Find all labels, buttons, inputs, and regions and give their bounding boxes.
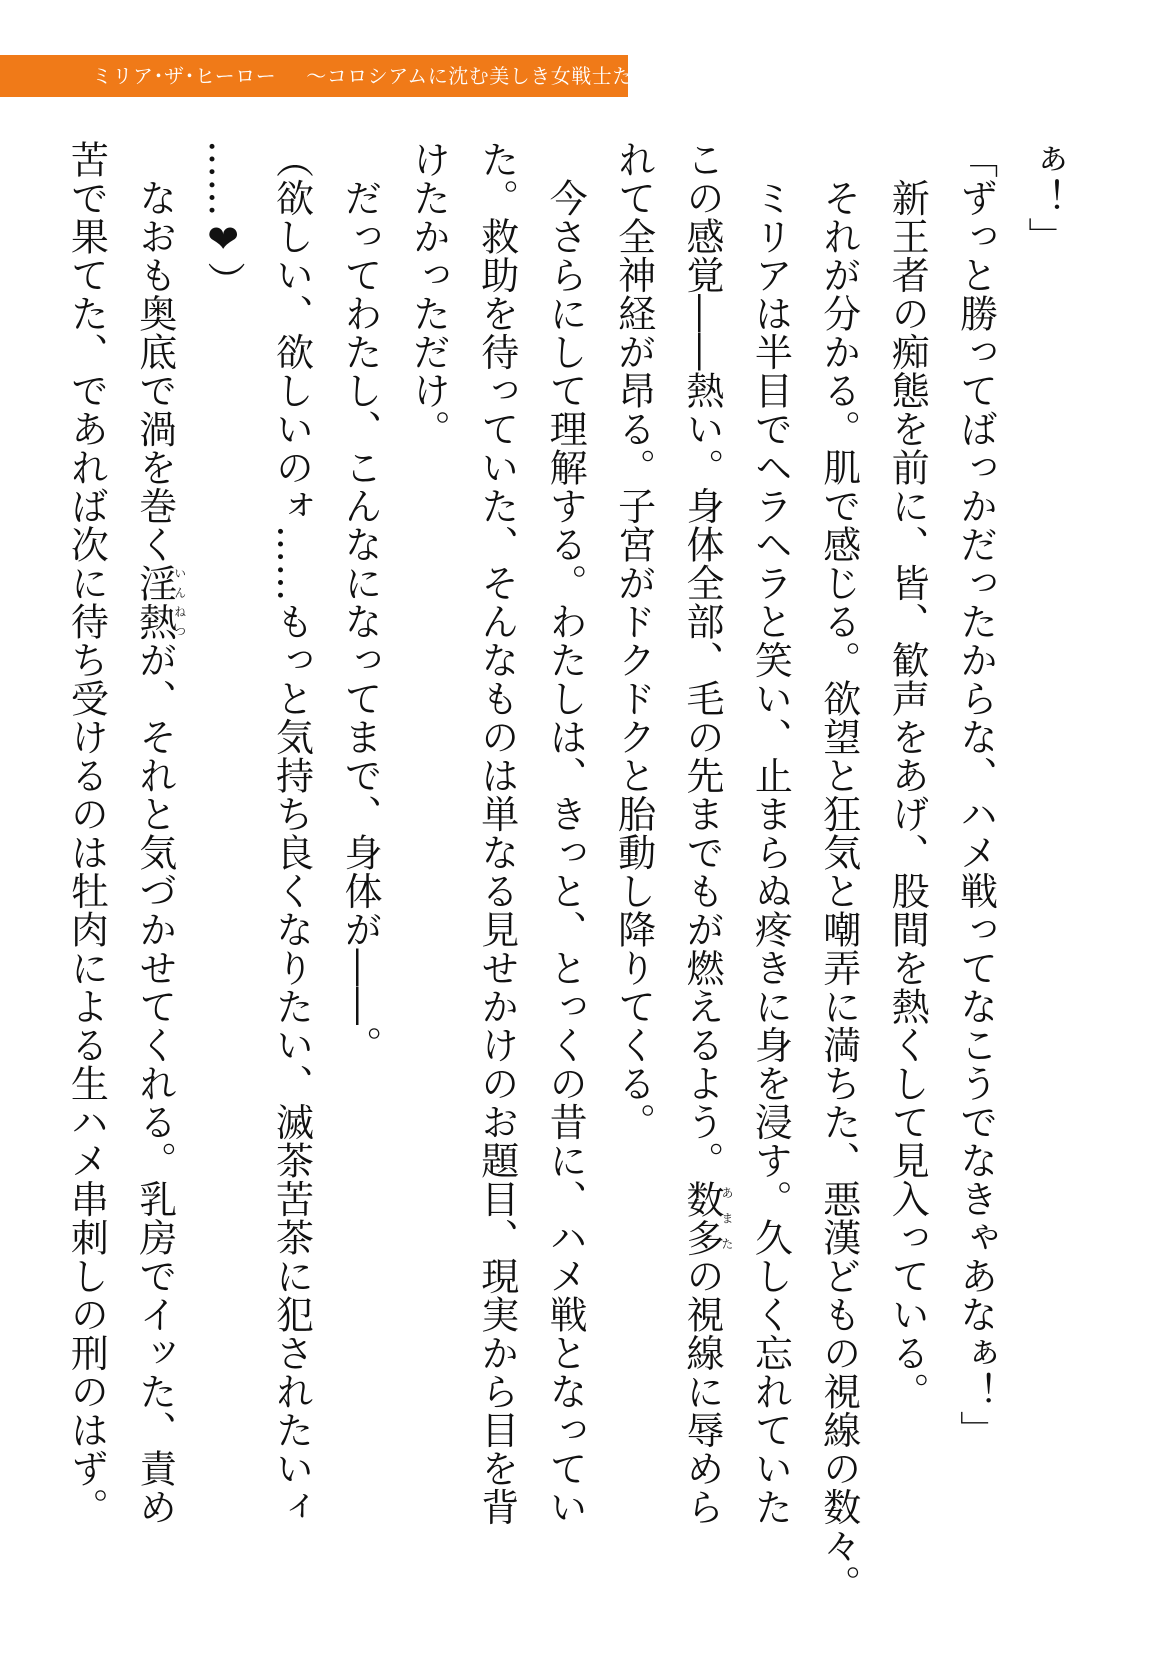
furigana-reading: あまた: [719, 1179, 734, 1257]
book-title: ミリア･ザ･ヒーロー: [92, 64, 277, 88]
furigana-word: [132, 563, 187, 641]
text-line: だってわたし、こんなになってまで、身体が――。: [337, 140, 382, 1064]
ruby-base: 淫熱: [132, 563, 177, 641]
text-line: [668, 140, 736, 1580]
furigana-word: [679, 1179, 734, 1257]
text-segment: この感覚――熱い。身体全部、毛の先までもが燃えるよう。: [679, 140, 724, 1180]
text-line: た。救助を待っていた、そんなものは単なる見せかけのお題目、現実から目を背: [474, 140, 519, 1526]
running-header-bar: [0, 55, 674, 97]
text-segment: が、それと気づかせてくれる。乳房でイッた、責め: [132, 640, 177, 1526]
text-line: 「ずっと勝ってばっかだったからな、ハメ戦ってなこうでなきゃあなぁ！」: [953, 140, 998, 1449]
text-line: [120, 140, 188, 1580]
text-line: （欲しい、欲しいのォ……もっと気持ち良くなりたい、滅茶苦茶に犯されたいィ: [269, 140, 314, 1526]
text-line: 新王者の痴態を前に、皆、歓声をあげ、股間を熱くして見入っている。: [885, 140, 930, 1411]
ruby-base: 数多: [679, 1179, 724, 1257]
text-line: それが分かる。肌で感じる。欲望と狂気と嘲弄に満ちた、悪漢どもの視線の数々。: [816, 140, 861, 1603]
text-segment: なおも奥底で渦を巻く: [132, 140, 177, 564]
text-line: 今さらにして理解する。わたしは、きっと、とっくの昔に、ハメ戦となってい: [543, 140, 588, 1526]
text-line: けたかっただけ。: [406, 140, 451, 448]
furigana-reading: いんねつ: [172, 563, 187, 641]
text-segment: ）: [201, 261, 246, 300]
text-line: ぁ！」: [1022, 140, 1066, 256]
text-segment: の視線に辱めら: [679, 1256, 724, 1526]
book-subtitle: ～コロシアムに沈む美しき女戦士たち～: [306, 64, 674, 88]
heart-icon: ❤: [201, 217, 246, 262]
novel-body-text: [52, 140, 1078, 1603]
text-line: [189, 140, 257, 1580]
text-line: ミリアは半目でヘラヘラと笑い、止まらぬ疼きに身を浸す。久しく忘れていた: [748, 140, 793, 1526]
text-segment: ……: [201, 140, 246, 217]
running-header: [92, 55, 674, 97]
text-line: れて全神経が昂る。子宮がドクドクと胎動し降りてくる。: [611, 140, 656, 1141]
text-line: 苦で果てた、であれば次に待ち受けるのは牡肉による生ハメ串刺しの刑のはず。: [64, 140, 109, 1526]
